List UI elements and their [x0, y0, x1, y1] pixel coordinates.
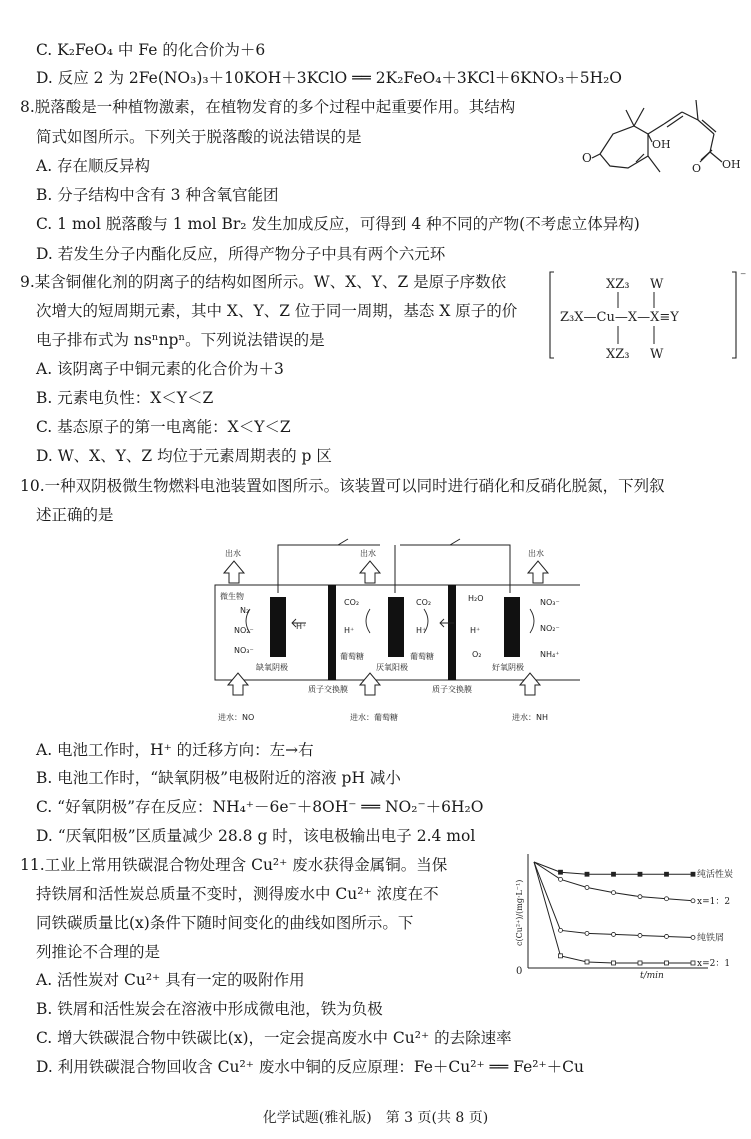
proton-mid-1: H⁺: [344, 626, 355, 635]
q9-option-c: C. 基态原子的第一电离能：X＜Y＜Z: [36, 418, 291, 436]
glucose-label-1: 葡萄糖: [340, 652, 364, 661]
no3-label-right: NO₃⁻: [540, 598, 560, 607]
series-2-point: [585, 886, 589, 890]
q11-stem-line4: 列推论不合理的是: [36, 943, 161, 961]
series-3-point: [665, 934, 669, 938]
membrane-right-label: 质子交换膜: [432, 685, 472, 694]
q8-option-a: A. 存在顺反异构: [36, 157, 151, 175]
q8-option-b: B. 分子结构中含有 3 种含氧官能团: [36, 186, 279, 204]
glucose-label-2: 葡萄糖: [410, 652, 434, 661]
q11-option-c: C. 增大铁碳混合物中铁碳比(x)，一定会提高废水中 Cu²⁺ 的去除速率: [36, 1029, 512, 1047]
no3-label-left: NO₃⁻: [234, 646, 254, 655]
series-label-3: 纯铁屑: [697, 933, 725, 944]
q9-option-a: A. 该阴离子中铜元素的化合价为＋3: [36, 360, 284, 378]
acid-hydroxyl-label: OH: [722, 158, 741, 171]
x-axis-label: t/min: [640, 971, 664, 980]
series-2-point: [691, 899, 695, 903]
series-4-point: [585, 960, 589, 964]
q11-option-d: D. 利用铁碳混合物回收含 Cu²⁺ 废水中铜的反应原理：Fe＋Cu²⁺ ══ Fe²⁺＋Cu: [36, 1058, 584, 1076]
no2-label-right: NO₂⁻: [540, 624, 560, 633]
proton-right: H⁺: [470, 626, 481, 635]
no2-label-left: NO₂⁻: [234, 626, 254, 635]
n2-label: N₂: [240, 606, 250, 615]
q8-option-c: C. 1 mol 脱落酸与 1 mol Br₂ 发生加成反应，可得到 4 种不同的产物(不考虑立体异构): [36, 215, 640, 233]
nh4-label: NH₄⁺: [540, 650, 560, 659]
inlet-left: 进水：NO: [218, 713, 255, 722]
q7-option-c: C. K₂FeO₄ 中 Fe 的化合价为＋6: [36, 41, 266, 59]
series-3-point: [612, 932, 616, 936]
series-4-point: [691, 961, 695, 965]
q10-stem-line1: 10.一种双阴极微生物燃料电池装置如图所示。该装置可以同时进行硝化和反硝化脱氮，下列叙: [20, 477, 665, 495]
q8-stem-line2: 简式如图所示。下列关于脱落酸的说法错误的是: [36, 128, 362, 146]
outlet-left: 出水: [225, 549, 241, 558]
q9-option-b: B. 元素电负性：X＜Y＜Z: [36, 389, 214, 407]
hydroxyl-label: OH: [652, 138, 671, 151]
inlet-right: 进水：NH: [512, 713, 548, 722]
outlet-right: 出水: [528, 549, 544, 558]
series-1-point: [665, 872, 669, 876]
series-2-point: [638, 895, 642, 899]
acid-oxygen-label: O: [692, 162, 702, 175]
series-1-point: [585, 872, 589, 876]
series-label-4: x=2：1: [697, 958, 731, 969]
q9-stem-line3: 电子排布式为 nsⁿnpⁿ。下列说法错误的是: [36, 331, 325, 349]
q11-option-b: B. 铁屑和活性炭会在溶液中形成微电池，铁为负极: [36, 1000, 383, 1018]
series-3-point: [559, 928, 563, 932]
top-left-group: XZ₃: [606, 277, 630, 292]
page-footer: 化学试题(雅礼版) 第 3 页(共 8 页): [262, 1110, 489, 1126]
cathode-right-label: 好氧阴极: [492, 663, 524, 672]
series-3-point: [585, 931, 589, 935]
origin-label: 0: [516, 966, 523, 977]
q9-option-d: D. W、X、Y、Z 均位于元素周期表的 p 区: [36, 447, 332, 465]
q10-option-d: D. “厌氧阳极”区质量减少 28.8 g 时，该电极输出电子 2.4 mol: [36, 827, 476, 845]
co2-label-2: CO₂: [416, 598, 432, 607]
cathode-left-label: 缺氧阴极: [256, 663, 288, 672]
h2o-label-1: H₂O: [468, 594, 484, 603]
series-4-point: [638, 961, 642, 965]
abscisic-acid-structure: [578, 90, 746, 182]
series-4-point: [559, 954, 563, 958]
q11-stem-line3: 同铁碳质量比(x)条件下随时间变化的曲线如图所示。下: [36, 914, 414, 932]
series-2-point: [559, 877, 563, 881]
series-2-point: [665, 897, 669, 901]
series-4-point: [612, 961, 616, 965]
q10-option-a: A. 电池工作时，H⁺ 的迁移方向：左→右: [36, 741, 314, 759]
cu-concentration-chart: [508, 850, 746, 980]
q10-option-c: C. “好氧阴极”存在反应：NH₄⁺－6e⁻＋8OH⁻ ══ NO₂⁻＋6H₂O: [36, 798, 484, 816]
q8-option-d: D. 若发生分子内酯化反应，所得产物分子中具有两个六元环: [36, 245, 446, 263]
q9-stem-line2: 次增大的短周期元素，其中 X、Y、Z 位于同一周期，基态 X 原子的价: [36, 302, 518, 320]
microbe-label: 微生物: [220, 592, 244, 601]
o2-label: O₂: [472, 650, 482, 659]
y-axis-label: c(Cu²⁺)/(mg·L⁻¹): [515, 879, 524, 946]
series-3-point: [638, 933, 642, 937]
proton-left: H⁺: [296, 622, 307, 631]
q7-option-d: D. 反应 2 为 2Fe(NO₃)₃＋10KOH＋3KClO ══ 2K₂FeO₄＋3KCl＋6KNO₃＋5H₂O: [36, 69, 623, 87]
series-label-2: x=1：2: [697, 896, 731, 907]
q9-stem-line1: 9.某含铜催化剂的阴离子的结构如图所示。W、X、Y、Z 是原子序数依: [20, 273, 507, 291]
inlet-mid: 进水：葡萄糖: [350, 713, 398, 722]
bottom-left-group: XZ₃: [606, 347, 630, 362]
series-1-point: [638, 872, 642, 876]
series-1-point: [559, 870, 563, 874]
anion-charge: ⁻: [740, 269, 746, 283]
series-1-point: [691, 872, 695, 876]
ketone-oxygen-label: O: [582, 151, 592, 165]
q11-option-a: A. 活性炭对 Cu²⁺ 具有一定的吸附作用: [36, 971, 305, 989]
fuel-cell-diagram: [210, 533, 580, 728]
q11-stem-line2: 持铁屑和活性炭总质量不变时，测得废水中 Cu²⁺ 浓度在不: [36, 885, 439, 903]
series-4-point: [665, 961, 669, 965]
copper-anion-structure: [546, 268, 746, 362]
q8-stem-line1: 8.脱落酸是一种植物激素，在植物发育的多个过程中起重要作用。其结构: [20, 98, 516, 116]
top-right-atom: W: [650, 277, 664, 292]
proton-mid-2: H⁺: [416, 626, 427, 635]
anode-label: 厌氧阳极: [376, 663, 408, 672]
q11-stem-line1: 11.工业上常用铁碳混合物处理含 Cu²⁺ 废水获得金属铜。当保: [20, 856, 448, 874]
co2-label-1: CO₂: [344, 598, 360, 607]
series-label-1: 纯活性炭: [697, 870, 734, 881]
series-3-point: [691, 935, 695, 939]
outlet-mid: 出水: [360, 549, 376, 558]
series-2-point: [612, 891, 616, 895]
membrane-left-label: 质子交换膜: [308, 685, 348, 694]
central-chain: Z₃X—Cu—X—X≡Y: [560, 310, 679, 325]
bottom-right-atom: W: [650, 347, 664, 362]
q10-stem-line2: 述正确的是: [36, 506, 114, 524]
series-1-point: [612, 872, 616, 876]
q10-option-b: B. 电池工作时，“缺氧阴极”电极附近的溶液 pH 减小: [36, 769, 401, 787]
